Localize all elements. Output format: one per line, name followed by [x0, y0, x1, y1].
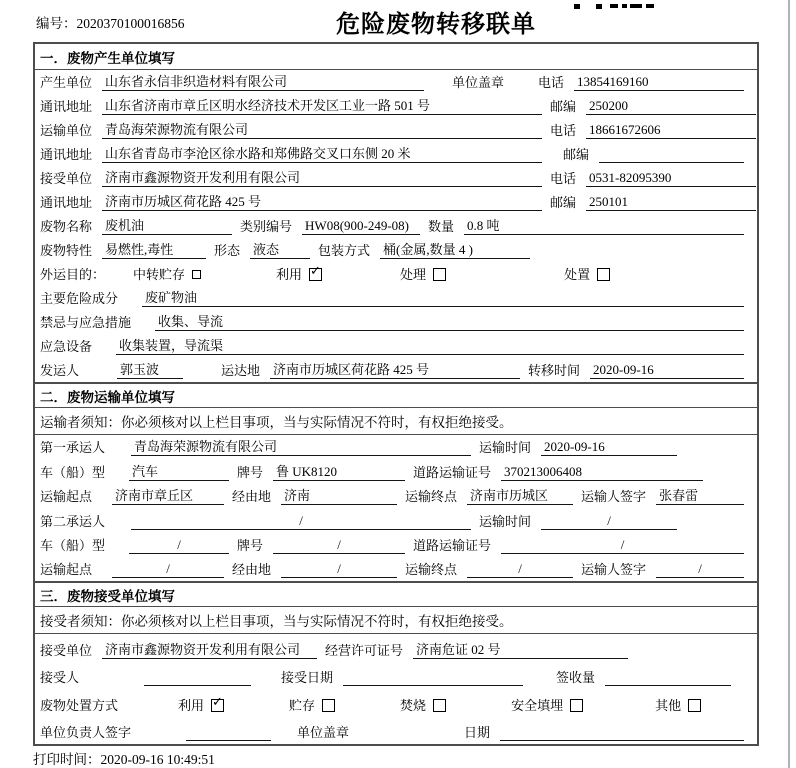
checkbox-unchecked — [688, 699, 701, 712]
field-label: 禁忌与应急措施 — [40, 315, 132, 330]
field-value: 济南市鑫源物资开发利用有限公司 — [102, 641, 317, 659]
form-row — [35, 166, 757, 190]
checkbox-group — [133, 266, 201, 283]
field-value: 郭玉波 — [117, 361, 183, 379]
checkbox-label: 其他 — [655, 697, 682, 713]
field-value: / — [273, 536, 405, 554]
field-value: 济南市历城区 — [467, 487, 573, 505]
field-value: / — [131, 512, 471, 530]
field-value: 易燃性,毒性 — [102, 241, 206, 259]
form-row — [35, 118, 757, 142]
field-value: 废机油 — [102, 217, 232, 235]
field-label: 邮编 — [550, 195, 577, 210]
checkbox-checked — [309, 264, 322, 281]
field-value: 收集装置，导流渠 — [116, 337, 744, 355]
field-value: 济南市历城区荷花路 425 号 — [102, 193, 542, 211]
field-value — [144, 669, 251, 686]
field-value: 济南市鑫源物资开发利用有限公司 — [102, 169, 542, 187]
field-value: / — [656, 560, 744, 578]
field-label: 第一承运人 — [40, 440, 106, 456]
field-value: 收集、导流 — [155, 313, 744, 331]
field-value — [186, 724, 271, 741]
print-time: 打印时间：2020-09-16 10:49:51 — [33, 752, 215, 767]
field-value: 18661672606 — [586, 121, 756, 139]
form-row — [35, 310, 757, 334]
field-label: 运输终点 — [405, 562, 458, 578]
field-label: 运输单位 — [40, 123, 93, 138]
checkbox-unchecked — [192, 270, 201, 279]
serial-number — [36, 12, 185, 32]
field-label: 接受人 — [40, 670, 80, 686]
field-label: 经由地 — [232, 489, 272, 505]
checkbox-group — [400, 266, 446, 283]
form-row — [35, 717, 757, 745]
field-value: / — [112, 560, 224, 578]
section-header: 二．废物运输单位填写 — [35, 382, 757, 408]
field-value: / — [281, 560, 397, 578]
field-value: / — [467, 560, 573, 578]
field-label: 数量 — [428, 219, 455, 234]
static-text: 单位盖章 — [297, 725, 350, 741]
field-label: 接受单位 — [40, 171, 93, 186]
field-label: 主要危险成分 — [40, 291, 119, 306]
field-label: 邮编 — [562, 147, 589, 162]
field-label: 车（船）型 — [40, 464, 106, 480]
qr-code-fragment — [574, 0, 654, 9]
field-label: 运输起点 — [40, 562, 93, 578]
check-mark-icon: ✓ — [212, 694, 223, 710]
checkbox-label: 利用 — [276, 267, 303, 282]
field-label: 电话 — [537, 75, 564, 90]
serial-label: 编号： — [36, 16, 77, 31]
field-value: 液态 — [250, 241, 310, 259]
field-label: 道路运输证号 — [413, 464, 492, 480]
form-row — [35, 689, 757, 717]
form-row — [35, 634, 757, 662]
field-label: 形态 — [214, 243, 241, 258]
checkbox-group — [178, 694, 224, 714]
field-value: 汽车 — [129, 463, 229, 481]
checkbox-label: 中转贮存 — [133, 267, 186, 282]
field-label: 应急设备 — [40, 339, 93, 354]
field-label: 牌号 — [237, 537, 264, 553]
field-label: 日期 — [464, 725, 491, 741]
section-header: 一．废物产生单位填写 — [35, 44, 757, 70]
note-row: 接受者须知：你必须核对以上栏目事项，当与实际情况不符时，有权拒绝接受。 — [35, 607, 757, 634]
field-value: 青岛海荣源物流有限公司 — [131, 438, 471, 456]
static-text: 单位盖章 — [452, 75, 505, 90]
field-value: 山东省青岛市李沧区徐水路和郑佛路交叉口东侧 20 米 — [102, 145, 542, 163]
field-value: 济南危证 02 号 — [413, 641, 628, 659]
field-value: 张春雷 — [656, 487, 744, 505]
form-title: 危险废物转移联单 — [336, 12, 536, 38]
form-row — [35, 94, 757, 118]
field-label: 运输时间 — [479, 440, 532, 456]
field-value: 青岛海荣源物流有限公司 — [102, 121, 542, 139]
field-label: 产生单位 — [40, 75, 93, 90]
checkbox-label: 处理 — [400, 267, 427, 282]
form-row — [35, 334, 757, 358]
form-table — [33, 42, 759, 746]
field-label: 邮编 — [550, 99, 577, 114]
checkbox-group — [655, 697, 701, 714]
form-row — [35, 459, 757, 483]
check-mark-icon: ✓ — [310, 264, 321, 279]
field-label: 发运人 — [40, 363, 80, 378]
field-label: 包装方式 — [318, 243, 371, 258]
field-label: 运输人签字 — [581, 489, 647, 505]
checkbox-group — [276, 266, 322, 283]
field-value — [343, 669, 523, 686]
field-value — [599, 146, 744, 163]
field-value: 鲁 UK8120 — [273, 463, 405, 481]
checkbox-label: 处置 — [564, 267, 591, 282]
field-label: 废物特性 — [40, 243, 93, 258]
form-row — [35, 190, 757, 214]
checkbox-unchecked — [322, 699, 335, 712]
checkbox-unchecked — [570, 699, 583, 712]
checkbox-group — [564, 266, 610, 283]
field-value: 废矿物油 — [142, 289, 744, 307]
field-label: 单位负责人签字 — [40, 725, 132, 741]
field-value: 桶(金属,数量 4 ) — [380, 241, 530, 259]
field-label: 通讯地址 — [40, 195, 93, 210]
form-row — [35, 533, 757, 557]
field-value: 山东省济南市章丘区明水经济技术开发区工业一路 501 号 — [102, 97, 542, 115]
field-label: 运输人签字 — [581, 562, 647, 578]
note-row: 运输者须知：你必须核对以上栏目事项，当与实际情况不符时，有权拒绝接受。 — [35, 408, 757, 435]
checkbox-label: 贮存 — [289, 697, 316, 713]
checkbox-unchecked — [597, 268, 610, 281]
field-label: 车（船）型 — [40, 537, 106, 553]
field-label: 通讯地址 — [40, 147, 93, 162]
field-value: 济南 — [281, 487, 397, 505]
field-value: 370213006408 — [501, 463, 703, 481]
field-value: 0.8 吨 — [464, 217, 744, 235]
checkbox-group — [511, 697, 583, 714]
field-label: 接受单位 — [40, 642, 93, 658]
checkbox-group — [289, 697, 335, 714]
field-value: 济南市章丘区 — [112, 487, 224, 505]
field-label: 通讯地址 — [40, 99, 93, 114]
field-label: 第二承运人 — [40, 513, 106, 529]
field-label: 道路运输证号 — [413, 537, 492, 553]
field-label: 签收量 — [556, 670, 596, 686]
form-row — [35, 262, 757, 286]
checkbox-label: 安全填埋 — [511, 697, 564, 713]
form-row — [35, 358, 757, 382]
field-value: 2020-09-16 — [590, 361, 744, 379]
section-header: 三．废物接受单位填写 — [35, 581, 757, 607]
field-label: 废物名称 — [40, 219, 93, 234]
field-label: 运输终点 — [405, 489, 458, 505]
form-row — [35, 435, 757, 459]
checkbox-unchecked — [433, 699, 446, 712]
field-label: 运输起点 — [40, 489, 93, 505]
field-value: 0531-82095390 — [586, 169, 756, 187]
form-row — [35, 557, 757, 581]
field-label: 转移时间 — [528, 363, 581, 378]
checkbox-checked — [211, 694, 224, 712]
field-label: 电话 — [550, 123, 577, 138]
field-value: 13854169160 — [574, 73, 744, 91]
field-value: 2020-09-16 — [541, 438, 677, 456]
field-label: 类别编号 — [240, 219, 293, 234]
field-label: 电话 — [550, 171, 577, 186]
form-row — [35, 286, 757, 310]
form-row — [35, 142, 757, 166]
page-edge-line — [788, 0, 790, 768]
field-label: 经由地 — [232, 562, 272, 578]
field-value: 山东省永信非织造材料有限公司 — [102, 73, 424, 91]
field-value: / — [501, 536, 744, 554]
form-row — [35, 662, 757, 690]
checkbox-label: 利用 — [178, 697, 205, 713]
checkbox-label: 焚烧 — [400, 697, 427, 713]
field-label: 运达地 — [221, 363, 261, 378]
form-row — [35, 70, 757, 94]
field-value: HW08(900-249-08) — [302, 217, 420, 235]
field-label: 经营许可证号 — [325, 642, 404, 658]
form-row — [35, 484, 757, 508]
field-value — [500, 724, 744, 741]
serial-value: 2020370100016856 — [76, 16, 185, 31]
checkbox-unchecked — [433, 268, 446, 281]
form-row — [35, 508, 757, 532]
field-value: 济南市历城区荷花路 425 号 — [270, 361, 520, 379]
field-value: / — [541, 512, 677, 530]
form-row — [35, 214, 757, 238]
field-label: 废物处置方式 — [40, 697, 119, 713]
field-value — [605, 669, 731, 686]
checkbox-group — [400, 697, 446, 714]
field-label: 接受日期 — [281, 670, 334, 686]
field-value: 250200 — [586, 97, 756, 115]
field-label: 运输时间 — [479, 513, 532, 529]
field-value: / — [129, 536, 229, 554]
field-label: 牌号 — [237, 464, 264, 480]
field-value: 250101 — [586, 193, 756, 211]
form-row — [35, 238, 757, 262]
field-label: 外运目的： — [40, 267, 106, 282]
